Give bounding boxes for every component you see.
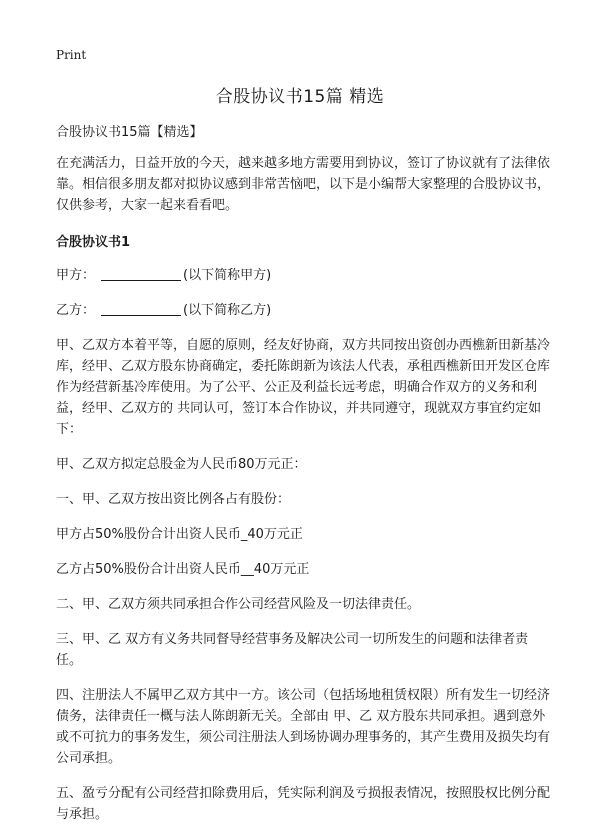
party-a-line bbox=[56, 265, 550, 286]
party-b-label: 乙方： bbox=[56, 303, 96, 318]
intro-paragraph: 在充满活力，日益开放的今天，越来越多地方需要用到协议，签订了协议就有了法律依靠。相信很多朋友都对拟协议感到非常苦恼吧，以下是小编帮大家整理的合股协议书，仅供参考，大家一起来看看吧。 bbox=[56, 156, 551, 213]
body-paragraph: 甲、乙双方拟定总股金为人民币80万元正： bbox=[56, 457, 307, 472]
document-subtitle: 合股协议书15篇【精选】 bbox=[56, 125, 203, 140]
party-a-note: (以下简称甲方) bbox=[183, 268, 272, 283]
party-b-blank bbox=[101, 301, 181, 316]
section-heading: 合股协议书1 bbox=[56, 235, 131, 250]
body-paragraph: 二、甲、乙双方须共同承担合作公司经营风险及一切法律责任。 bbox=[56, 597, 421, 612]
party-a-label: 甲方： bbox=[56, 268, 96, 283]
party-a-blank bbox=[101, 266, 181, 281]
print-link[interactable]: Print bbox=[56, 48, 87, 62]
body-paragraph: 四、注册法人不属甲乙双方其中一方。该公司（包括场地租赁权限）所有发生一切经济债务，法律责任一概与法人陈朗新无关。全部由 甲、乙 双方股东共同承担。遇到意外或不可抗力的事务发生，须公司注册法人到场协调办理事务的，其产生费用及损失均有公司承担。 bbox=[56, 688, 551, 766]
page-title: 合股协议书15篇 精选 bbox=[215, 87, 385, 107]
body-paragraph: 乙方占50%股份合计出资人民币__40万元正 bbox=[56, 562, 310, 577]
body-paragraph: 甲方占50%股份合计出资人民币_40万元正 bbox=[56, 527, 303, 542]
body-paragraph: 一、甲、乙双方按出资比例各占有股份： bbox=[56, 492, 291, 507]
body-paragraph: 五、盈亏分配有公司经营扣除费用后，凭实际利润及亏损报表情况，按照股权比例分配与承担。 bbox=[56, 786, 551, 822]
party-b-note: (以下简称乙方) bbox=[183, 303, 272, 318]
party-b-line bbox=[56, 300, 550, 321]
body-paragraph: 甲、乙双方本着平等，自愿的原则，经友好协商，双方共同按出资创办西樵新田新基冷库，经甲、乙双方股东协商确定，委托陈朗新为该法人代表，承租西樵新田开发区仓库作为经营新基冷库使用。为了公平、公正及利益长远考虑，明确合作双方的义务和利益，经甲、乙双方的 共同认可，签订本合作协议，并共同遵守，现就双方事宜约定如下： bbox=[56, 338, 551, 437]
body-paragraph: 三、甲、乙 双方有义务共同督导经营事务及解决公司一切所发生的问题和法律者责任。 bbox=[56, 632, 529, 668]
